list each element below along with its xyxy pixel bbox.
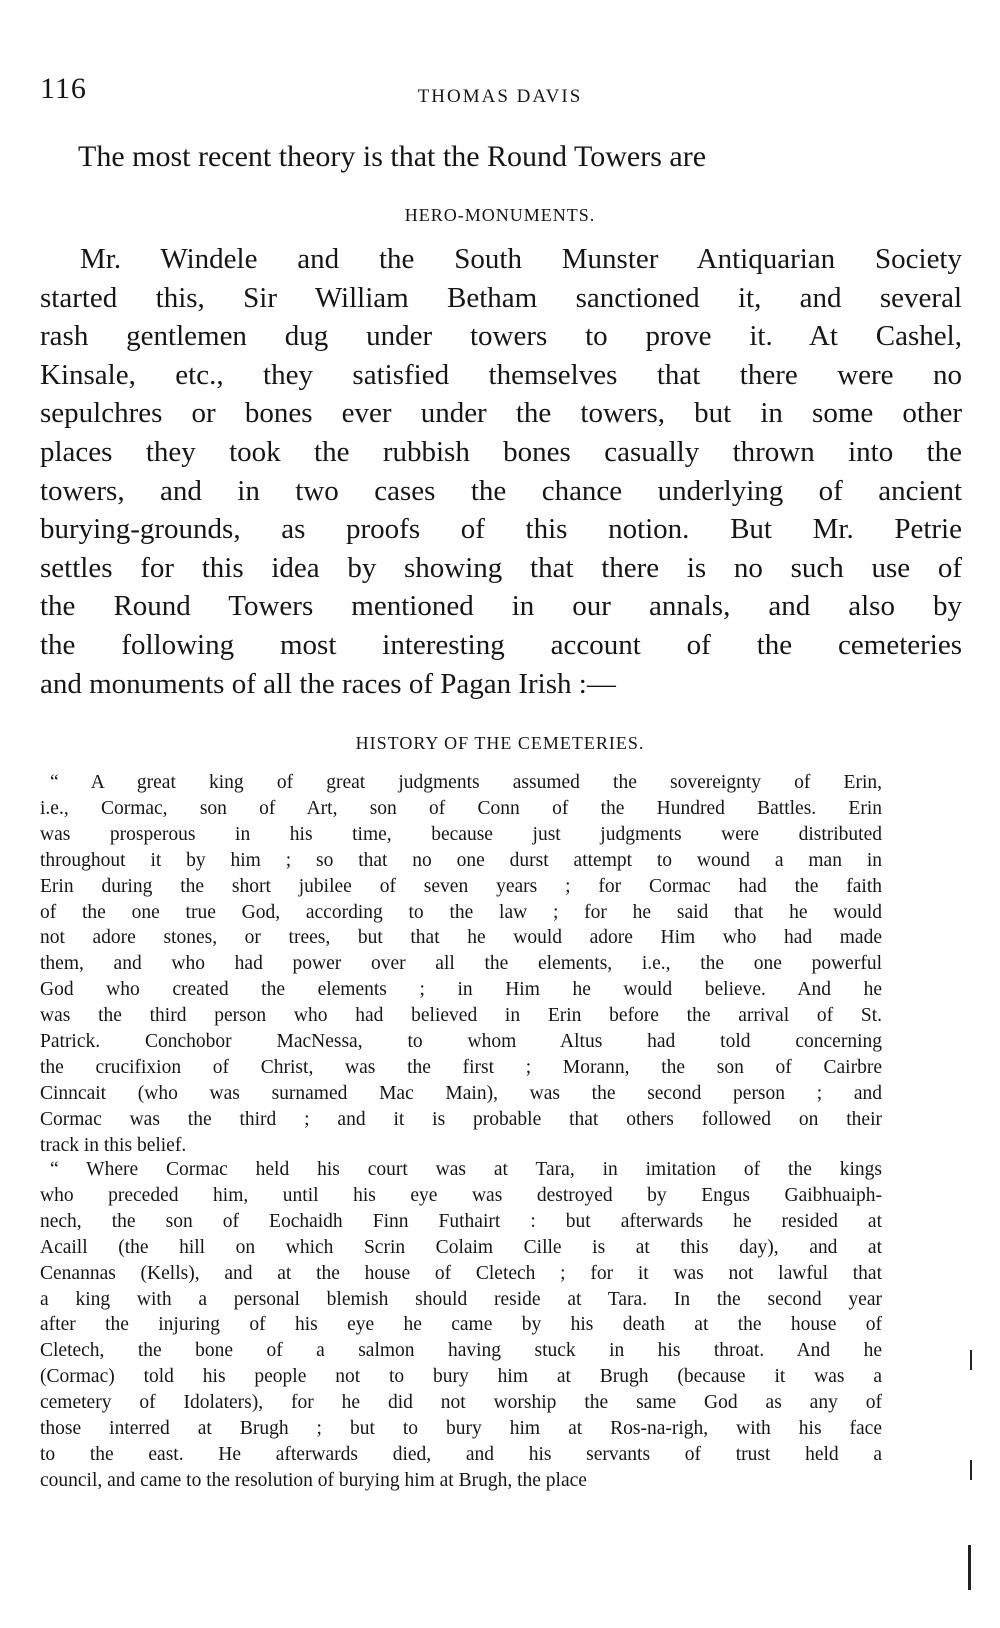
text-line: who preceded him, until his eye was destroyed by Engus Gaibhuaiph- (40, 1184, 882, 1206)
text-line: i.e., Cormac, son of Art, son of Conn of the Hundred Battles. Erin (40, 797, 882, 819)
text-line: nech, the son of Eochaidh Finn Futhairt : but afterwards he resided at (40, 1210, 882, 1232)
text-line: cemetery of Idolaters), for he did not worship the same God as any of (40, 1392, 882, 1414)
text-line: God who created the elements ; in Him he would believe. And he (40, 979, 882, 1001)
text-line: a king with a personal blemish should reside at Tara. In the second year (40, 1288, 882, 1310)
text-line: rash gentlemen dug under towers to prove it. At Cashel, (40, 320, 962, 353)
body-paragraph (40, 240, 962, 703)
text-line: burying-grounds, as proofs of this notion. But Mr. Petrie (40, 513, 962, 546)
text-line: Erin during the short jubilee of seven years ; for Cormac had the faith (40, 875, 882, 897)
margin-mark (970, 1350, 972, 1370)
text-line: to the east. He afterwards died, and his servants of trust held a (40, 1443, 882, 1465)
text-line: council, and came to the resolution of burying him at Brugh, the place (40, 1469, 587, 1491)
text-line: the following most interesting account of the cemeteries (40, 628, 962, 661)
text-line: of the one true God, according to the law ; for he said that he would (40, 901, 882, 923)
text-line: sepulchres or bones ever under the towers, but in some other (40, 397, 962, 430)
text-line: Patrick. Conchobor MacNessa, to whom Altus had told concerning (40, 1031, 882, 1053)
text-line: was the third person who had believed in Erin before the arrival of St. (40, 1005, 882, 1027)
text-line: those interred at Brugh ; but to bury him at Ros-na-righ, with his face (40, 1418, 882, 1440)
text-line: not adore stones, or trees, but that he would adore Him who had made (40, 927, 882, 949)
text-line: throughout it by him ; so that no one durst attempt to wound a man in (40, 849, 882, 871)
text-line: Kinsale, etc., they satisfied themselves that there were no (40, 358, 962, 391)
text-line: “ Where Cormac held his court was at Tara, in imitation of the kings (50, 1159, 882, 1180)
text-line: Acaill (the hill on which Scrin Colaim Cille is at this day), and at (40, 1236, 882, 1258)
section-heading-cemeteries: HISTORY OF THE CEMETERIES. (355, 733, 645, 753)
quoted-passage-2 (40, 1157, 882, 1494)
section-heading-hero-monuments: HERO-MONUMENTS. (404, 205, 596, 225)
quoted-passage-1 (40, 770, 882, 1159)
text-line: towers, and in two cases the chance underlying of ancient (40, 474, 962, 507)
text-line: the Round Towers mentioned in our annals, and also by (40, 590, 962, 623)
text-line: the crucifixion of Christ, was the first ; Morann, the son of Cairbre (40, 1056, 882, 1078)
text-line: them, and who had power over all the elements, i.e., the one powerful (40, 953, 882, 975)
text-line: Cletech, the bone of a salmon having stuck in his throat. And he (40, 1340, 882, 1362)
text-line: track in this belief. (40, 1134, 187, 1156)
text-line: places they took the rubbish bones casually thrown into the (40, 435, 962, 468)
margin-mark (970, 1460, 972, 1480)
text-line: (Cormac) told his people not to bury him at Brugh (because it was a (40, 1366, 882, 1388)
margin-mark (968, 1545, 971, 1590)
text-line: Cenannas (Kells), and at the house of Cletech ; for it was not lawful that (40, 1262, 882, 1284)
text-line: Cormac was the third ; and it is probable that others followed on their (40, 1108, 882, 1130)
text-line: Cinncait (who was surnamed Mac Main), was the second person ; and (40, 1082, 882, 1104)
text-line: after the injuring of his eye he came by his death at the house of (40, 1314, 882, 1336)
text-line: and monuments of all the races of Pagan Irish :— (40, 667, 616, 700)
text-line: started this, Sir William Betham sanctioned it, and several (40, 281, 962, 314)
lead-sentence: The most recent theory is that the Round Towers are (78, 140, 707, 173)
text-line: Mr. Windele and the South Munster Antiquarian Society (80, 243, 962, 275)
page-number: 116 (40, 72, 87, 105)
text-line: settles for this idea by showing that there is no such use of (40, 551, 962, 584)
text-line: was prosperous in his time, because just judgments were distributed (40, 823, 882, 845)
text-line: “ A great king of great judgments assumed the sovereignty of Erin, (50, 772, 882, 793)
running-head (40, 72, 960, 112)
running-title: THOMAS DAVIS (417, 86, 583, 107)
